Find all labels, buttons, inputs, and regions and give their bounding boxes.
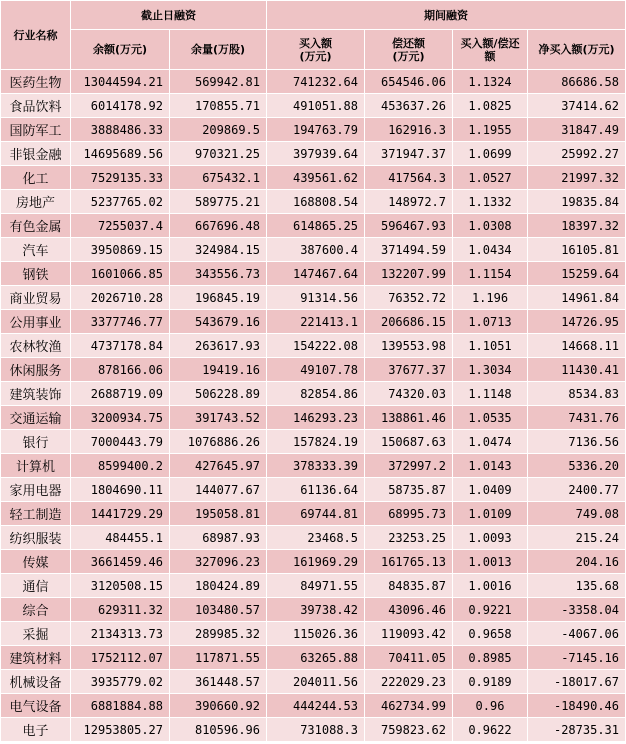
cell-net-buy: -28735.31 [528, 718, 626, 742]
cell-net-buy: 37414.62 [528, 94, 626, 118]
cell-buy-amount: 387600.4 [267, 238, 365, 262]
header-industry: 行业名称 [1, 1, 71, 70]
cell-balance-volume: 1076886.26 [170, 430, 267, 454]
cell-net-buy: 7431.76 [528, 406, 626, 430]
cell-buy-repay-ratio: 0.9622 [453, 718, 528, 742]
cell-balance-volume: 103480.57 [170, 598, 267, 622]
cell-net-buy: 14961.84 [528, 286, 626, 310]
cell-repay-amount: 371947.37 [365, 142, 453, 166]
cell-balance-volume: 324984.15 [170, 238, 267, 262]
cell-industry: 银行 [1, 430, 71, 454]
table-row [1, 286, 626, 310]
cell-balance-amount: 8599400.2 [71, 454, 170, 478]
cell-industry: 传媒 [1, 550, 71, 574]
cell-buy-amount: 614865.25 [267, 214, 365, 238]
cell-repay-amount: 161765.13 [365, 550, 453, 574]
cell-buy-amount: 439561.62 [267, 166, 365, 190]
cell-buy-amount: 741232.64 [267, 70, 365, 94]
cell-balance-amount: 3935779.02 [71, 670, 170, 694]
cell-balance-amount: 3120508.15 [71, 574, 170, 598]
cell-buy-amount: 82854.86 [267, 382, 365, 406]
cell-net-buy: 749.08 [528, 502, 626, 526]
cell-balance-volume: 196845.19 [170, 286, 267, 310]
cell-net-buy: -4067.06 [528, 622, 626, 646]
cell-buy-repay-ratio: 1.0474 [453, 430, 528, 454]
cell-balance-volume: 810596.96 [170, 718, 267, 742]
table-row [1, 406, 626, 430]
cell-net-buy: 18397.32 [528, 214, 626, 238]
cell-industry: 商业贸易 [1, 286, 71, 310]
cell-balance-amount: 6881884.88 [71, 694, 170, 718]
cell-repay-amount: 206686.15 [365, 310, 453, 334]
cell-balance-amount: 5237765.02 [71, 190, 170, 214]
cell-industry: 通信 [1, 574, 71, 598]
cell-repay-amount: 43096.46 [365, 598, 453, 622]
header-repay-amount: 偿还额 (万元) [365, 30, 453, 70]
header-group-end-date: 截止日融资 [71, 1, 267, 30]
table-row [1, 454, 626, 478]
cell-industry: 国防军工 [1, 118, 71, 142]
cell-balance-volume: 19419.16 [170, 358, 267, 382]
cell-buy-amount: 444244.53 [267, 694, 365, 718]
table-row [1, 598, 626, 622]
cell-buy-amount: 39738.42 [267, 598, 365, 622]
cell-balance-volume: 289985.32 [170, 622, 267, 646]
cell-buy-repay-ratio: 1.0713 [453, 310, 528, 334]
cell-balance-amount: 3377746.77 [71, 310, 170, 334]
table-row [1, 358, 626, 382]
cell-repay-amount: 150687.63 [365, 430, 453, 454]
cell-net-buy: 31847.49 [528, 118, 626, 142]
header-balance-volume: 余量(万股) [170, 30, 267, 70]
cell-buy-amount: 84971.55 [267, 574, 365, 598]
cell-industry: 汽车 [1, 238, 71, 262]
cell-industry: 电子 [1, 718, 71, 742]
cell-repay-amount: 759823.62 [365, 718, 453, 742]
header-buy-repay-ratio: 买入额/偿还 额 [453, 30, 528, 70]
cell-industry: 有色金属 [1, 214, 71, 238]
cell-balance-amount: 4737178.84 [71, 334, 170, 358]
cell-repay-amount: 654546.06 [365, 70, 453, 94]
cell-balance-amount: 2688719.09 [71, 382, 170, 406]
header-balance-amount: 余额(万元) [71, 30, 170, 70]
cell-net-buy: 204.16 [528, 550, 626, 574]
cell-repay-amount: 58735.87 [365, 478, 453, 502]
cell-net-buy: 7136.56 [528, 430, 626, 454]
cell-repay-amount: 23253.25 [365, 526, 453, 550]
cell-net-buy: -7145.16 [528, 646, 626, 670]
cell-buy-repay-ratio: 1.196 [453, 286, 528, 310]
cell-balance-volume: 144077.67 [170, 478, 267, 502]
cell-balance-volume: 209869.5 [170, 118, 267, 142]
cell-industry: 综合 [1, 598, 71, 622]
cell-balance-volume: 180424.89 [170, 574, 267, 598]
cell-balance-volume: 506228.89 [170, 382, 267, 406]
cell-balance-amount: 2026710.28 [71, 286, 170, 310]
cell-balance-volume: 970321.25 [170, 142, 267, 166]
cell-buy-amount: 194763.79 [267, 118, 365, 142]
cell-industry: 采掘 [1, 622, 71, 646]
cell-buy-amount: 731088.3 [267, 718, 365, 742]
table-row [1, 718, 626, 742]
cell-balance-volume: 569942.81 [170, 70, 267, 94]
cell-net-buy: 14668.11 [528, 334, 626, 358]
cell-buy-repay-ratio: 1.1148 [453, 382, 528, 406]
cell-balance-amount: 3661459.46 [71, 550, 170, 574]
cell-industry: 电气设备 [1, 694, 71, 718]
cell-repay-amount: 372997.2 [365, 454, 453, 478]
cell-buy-amount: 63265.88 [267, 646, 365, 670]
cell-repay-amount: 148972.7 [365, 190, 453, 214]
cell-buy-repay-ratio: 1.0016 [453, 574, 528, 598]
cell-buy-repay-ratio: 1.0825 [453, 94, 528, 118]
table-row [1, 550, 626, 574]
cell-industry: 建筑材料 [1, 646, 71, 670]
cell-industry: 房地产 [1, 190, 71, 214]
cell-industry: 纺织服装 [1, 526, 71, 550]
cell-buy-amount: 204011.56 [267, 670, 365, 694]
cell-balance-volume: 263617.93 [170, 334, 267, 358]
cell-balance-volume: 195058.81 [170, 502, 267, 526]
cell-buy-amount: 49107.78 [267, 358, 365, 382]
cell-buy-amount: 61136.64 [267, 478, 365, 502]
table-row [1, 526, 626, 550]
cell-buy-amount: 157824.19 [267, 430, 365, 454]
cell-net-buy: 14726.95 [528, 310, 626, 334]
cell-balance-amount: 629311.32 [71, 598, 170, 622]
header-group-period: 期间融资 [267, 1, 626, 30]
cell-net-buy: 135.68 [528, 574, 626, 598]
cell-net-buy: 8534.83 [528, 382, 626, 406]
cell-net-buy: -18490.46 [528, 694, 626, 718]
cell-balance-amount: 7000443.79 [71, 430, 170, 454]
cell-repay-amount: 37677.37 [365, 358, 453, 382]
cell-balance-volume: 361448.57 [170, 670, 267, 694]
table-row [1, 94, 626, 118]
cell-buy-amount: 378333.39 [267, 454, 365, 478]
cell-balance-amount: 1601066.85 [71, 262, 170, 286]
cell-repay-amount: 132207.99 [365, 262, 453, 286]
cell-buy-repay-ratio: 0.8985 [453, 646, 528, 670]
cell-buy-repay-ratio: 1.0013 [453, 550, 528, 574]
cell-buy-repay-ratio: 1.0109 [453, 502, 528, 526]
table-row [1, 502, 626, 526]
table-row [1, 646, 626, 670]
table-row [1, 478, 626, 502]
table-row [1, 214, 626, 238]
cell-buy-repay-ratio: 1.1154 [453, 262, 528, 286]
cell-balance-volume: 543679.16 [170, 310, 267, 334]
cell-balance-volume: 327096.23 [170, 550, 267, 574]
table-row [1, 430, 626, 454]
cell-industry: 医药生物 [1, 70, 71, 94]
table-row [1, 574, 626, 598]
cell-net-buy: 21997.32 [528, 166, 626, 190]
cell-balance-volume: 390660.92 [170, 694, 267, 718]
cell-industry: 农林牧渔 [1, 334, 71, 358]
table-row [1, 118, 626, 142]
cell-buy-amount: 146293.23 [267, 406, 365, 430]
cell-repay-amount: 162916.3 [365, 118, 453, 142]
cell-balance-amount: 7529135.33 [71, 166, 170, 190]
table-row [1, 190, 626, 214]
cell-net-buy: 2400.77 [528, 478, 626, 502]
cell-buy-amount: 91314.56 [267, 286, 365, 310]
cell-repay-amount: 84835.87 [365, 574, 453, 598]
cell-balance-amount: 14695689.56 [71, 142, 170, 166]
table-row [1, 70, 626, 94]
cell-buy-repay-ratio: 1.1955 [453, 118, 528, 142]
cell-balance-amount: 13044594.21 [71, 70, 170, 94]
cell-balance-amount: 878166.06 [71, 358, 170, 382]
cell-buy-amount: 147467.64 [267, 262, 365, 286]
cell-repay-amount: 139553.98 [365, 334, 453, 358]
cell-repay-amount: 76352.72 [365, 286, 453, 310]
cell-balance-volume: 391743.52 [170, 406, 267, 430]
table-row [1, 166, 626, 190]
cell-net-buy: 25992.27 [528, 142, 626, 166]
cell-buy-repay-ratio: 1.3034 [453, 358, 528, 382]
table-row [1, 694, 626, 718]
cell-net-buy: -18017.67 [528, 670, 626, 694]
cell-buy-amount: 161969.29 [267, 550, 365, 574]
cell-repay-amount: 462734.99 [365, 694, 453, 718]
table-row [1, 310, 626, 334]
cell-net-buy: -3358.04 [528, 598, 626, 622]
cell-balance-amount: 12953805.27 [71, 718, 170, 742]
cell-net-buy: 11430.41 [528, 358, 626, 382]
cell-repay-amount: 68995.73 [365, 502, 453, 526]
table-row [1, 382, 626, 406]
cell-repay-amount: 119093.42 [365, 622, 453, 646]
cell-buy-amount: 154222.08 [267, 334, 365, 358]
table-row [1, 334, 626, 358]
cell-net-buy: 215.24 [528, 526, 626, 550]
cell-buy-repay-ratio: 1.1332 [453, 190, 528, 214]
cell-repay-amount: 70411.05 [365, 646, 453, 670]
cell-balance-amount: 3200934.75 [71, 406, 170, 430]
cell-buy-repay-ratio: 1.0409 [453, 478, 528, 502]
cell-buy-repay-ratio: 0.96 [453, 694, 528, 718]
cell-balance-volume: 589775.21 [170, 190, 267, 214]
cell-buy-repay-ratio: 1.0308 [453, 214, 528, 238]
cell-balance-volume: 68987.93 [170, 526, 267, 550]
cell-industry: 家用电器 [1, 478, 71, 502]
cell-balance-amount: 3950869.15 [71, 238, 170, 262]
table-row [1, 142, 626, 166]
cell-balance-amount: 3888486.33 [71, 118, 170, 142]
cell-balance-volume: 170855.71 [170, 94, 267, 118]
cell-buy-amount: 168808.54 [267, 190, 365, 214]
cell-net-buy: 15259.64 [528, 262, 626, 286]
cell-balance-amount: 1804690.11 [71, 478, 170, 502]
cell-industry: 轻工制造 [1, 502, 71, 526]
cell-balance-volume: 343556.73 [170, 262, 267, 286]
cell-repay-amount: 74320.03 [365, 382, 453, 406]
cell-industry: 计算机 [1, 454, 71, 478]
cell-buy-repay-ratio: 1.0699 [453, 142, 528, 166]
table-row [1, 670, 626, 694]
cell-net-buy: 19835.84 [528, 190, 626, 214]
cell-balance-amount: 7255037.4 [71, 214, 170, 238]
table-body [1, 70, 626, 742]
cell-repay-amount: 138861.46 [365, 406, 453, 430]
cell-balance-volume: 675432.1 [170, 166, 267, 190]
cell-buy-repay-ratio: 0.9189 [453, 670, 528, 694]
cell-buy-repay-ratio: 1.1324 [453, 70, 528, 94]
cell-buy-amount: 397939.64 [267, 142, 365, 166]
cell-industry: 休闲服务 [1, 358, 71, 382]
cell-industry: 食品饮料 [1, 94, 71, 118]
cell-repay-amount: 371494.59 [365, 238, 453, 262]
cell-buy-repay-ratio: 0.9658 [453, 622, 528, 646]
cell-repay-amount: 417564.3 [365, 166, 453, 190]
cell-industry: 钢铁 [1, 262, 71, 286]
table-row [1, 262, 626, 286]
cell-buy-repay-ratio: 1.0527 [453, 166, 528, 190]
table-row [1, 622, 626, 646]
cell-balance-amount: 1441729.29 [71, 502, 170, 526]
cell-balance-volume: 427645.97 [170, 454, 267, 478]
cell-industry: 建筑装饰 [1, 382, 71, 406]
cell-buy-repay-ratio: 1.0535 [453, 406, 528, 430]
cell-balance-amount: 2134313.73 [71, 622, 170, 646]
cell-buy-repay-ratio: 1.0143 [453, 454, 528, 478]
cell-repay-amount: 222029.23 [365, 670, 453, 694]
cell-net-buy: 86686.58 [528, 70, 626, 94]
cell-industry: 化工 [1, 166, 71, 190]
cell-balance-amount: 6014178.92 [71, 94, 170, 118]
cell-industry: 机械设备 [1, 670, 71, 694]
cell-balance-amount: 484455.1 [71, 526, 170, 550]
cell-buy-repay-ratio: 1.0434 [453, 238, 528, 262]
cell-industry: 公用事业 [1, 310, 71, 334]
cell-net-buy: 16105.81 [528, 238, 626, 262]
cell-repay-amount: 453637.26 [365, 94, 453, 118]
cell-buy-repay-ratio: 1.1051 [453, 334, 528, 358]
cell-net-buy: 5336.20 [528, 454, 626, 478]
cell-buy-repay-ratio: 1.0093 [453, 526, 528, 550]
cell-buy-amount: 491051.88 [267, 94, 365, 118]
table-row [1, 238, 626, 262]
header-buy-amount: 买入额 (万元) [267, 30, 365, 70]
cell-buy-repay-ratio: 0.9221 [453, 598, 528, 622]
cell-buy-amount: 69744.81 [267, 502, 365, 526]
cell-buy-amount: 115026.36 [267, 622, 365, 646]
cell-buy-amount: 221413.1 [267, 310, 365, 334]
cell-balance-volume: 667696.48 [170, 214, 267, 238]
cell-balance-volume: 117871.55 [170, 646, 267, 670]
cell-industry: 交通运输 [1, 406, 71, 430]
cell-repay-amount: 596467.93 [365, 214, 453, 238]
header-net-buy: 净买入额(万元) [528, 30, 626, 70]
cell-buy-amount: 23468.5 [267, 526, 365, 550]
cell-balance-amount: 1752112.07 [71, 646, 170, 670]
cell-industry: 非银金融 [1, 142, 71, 166]
